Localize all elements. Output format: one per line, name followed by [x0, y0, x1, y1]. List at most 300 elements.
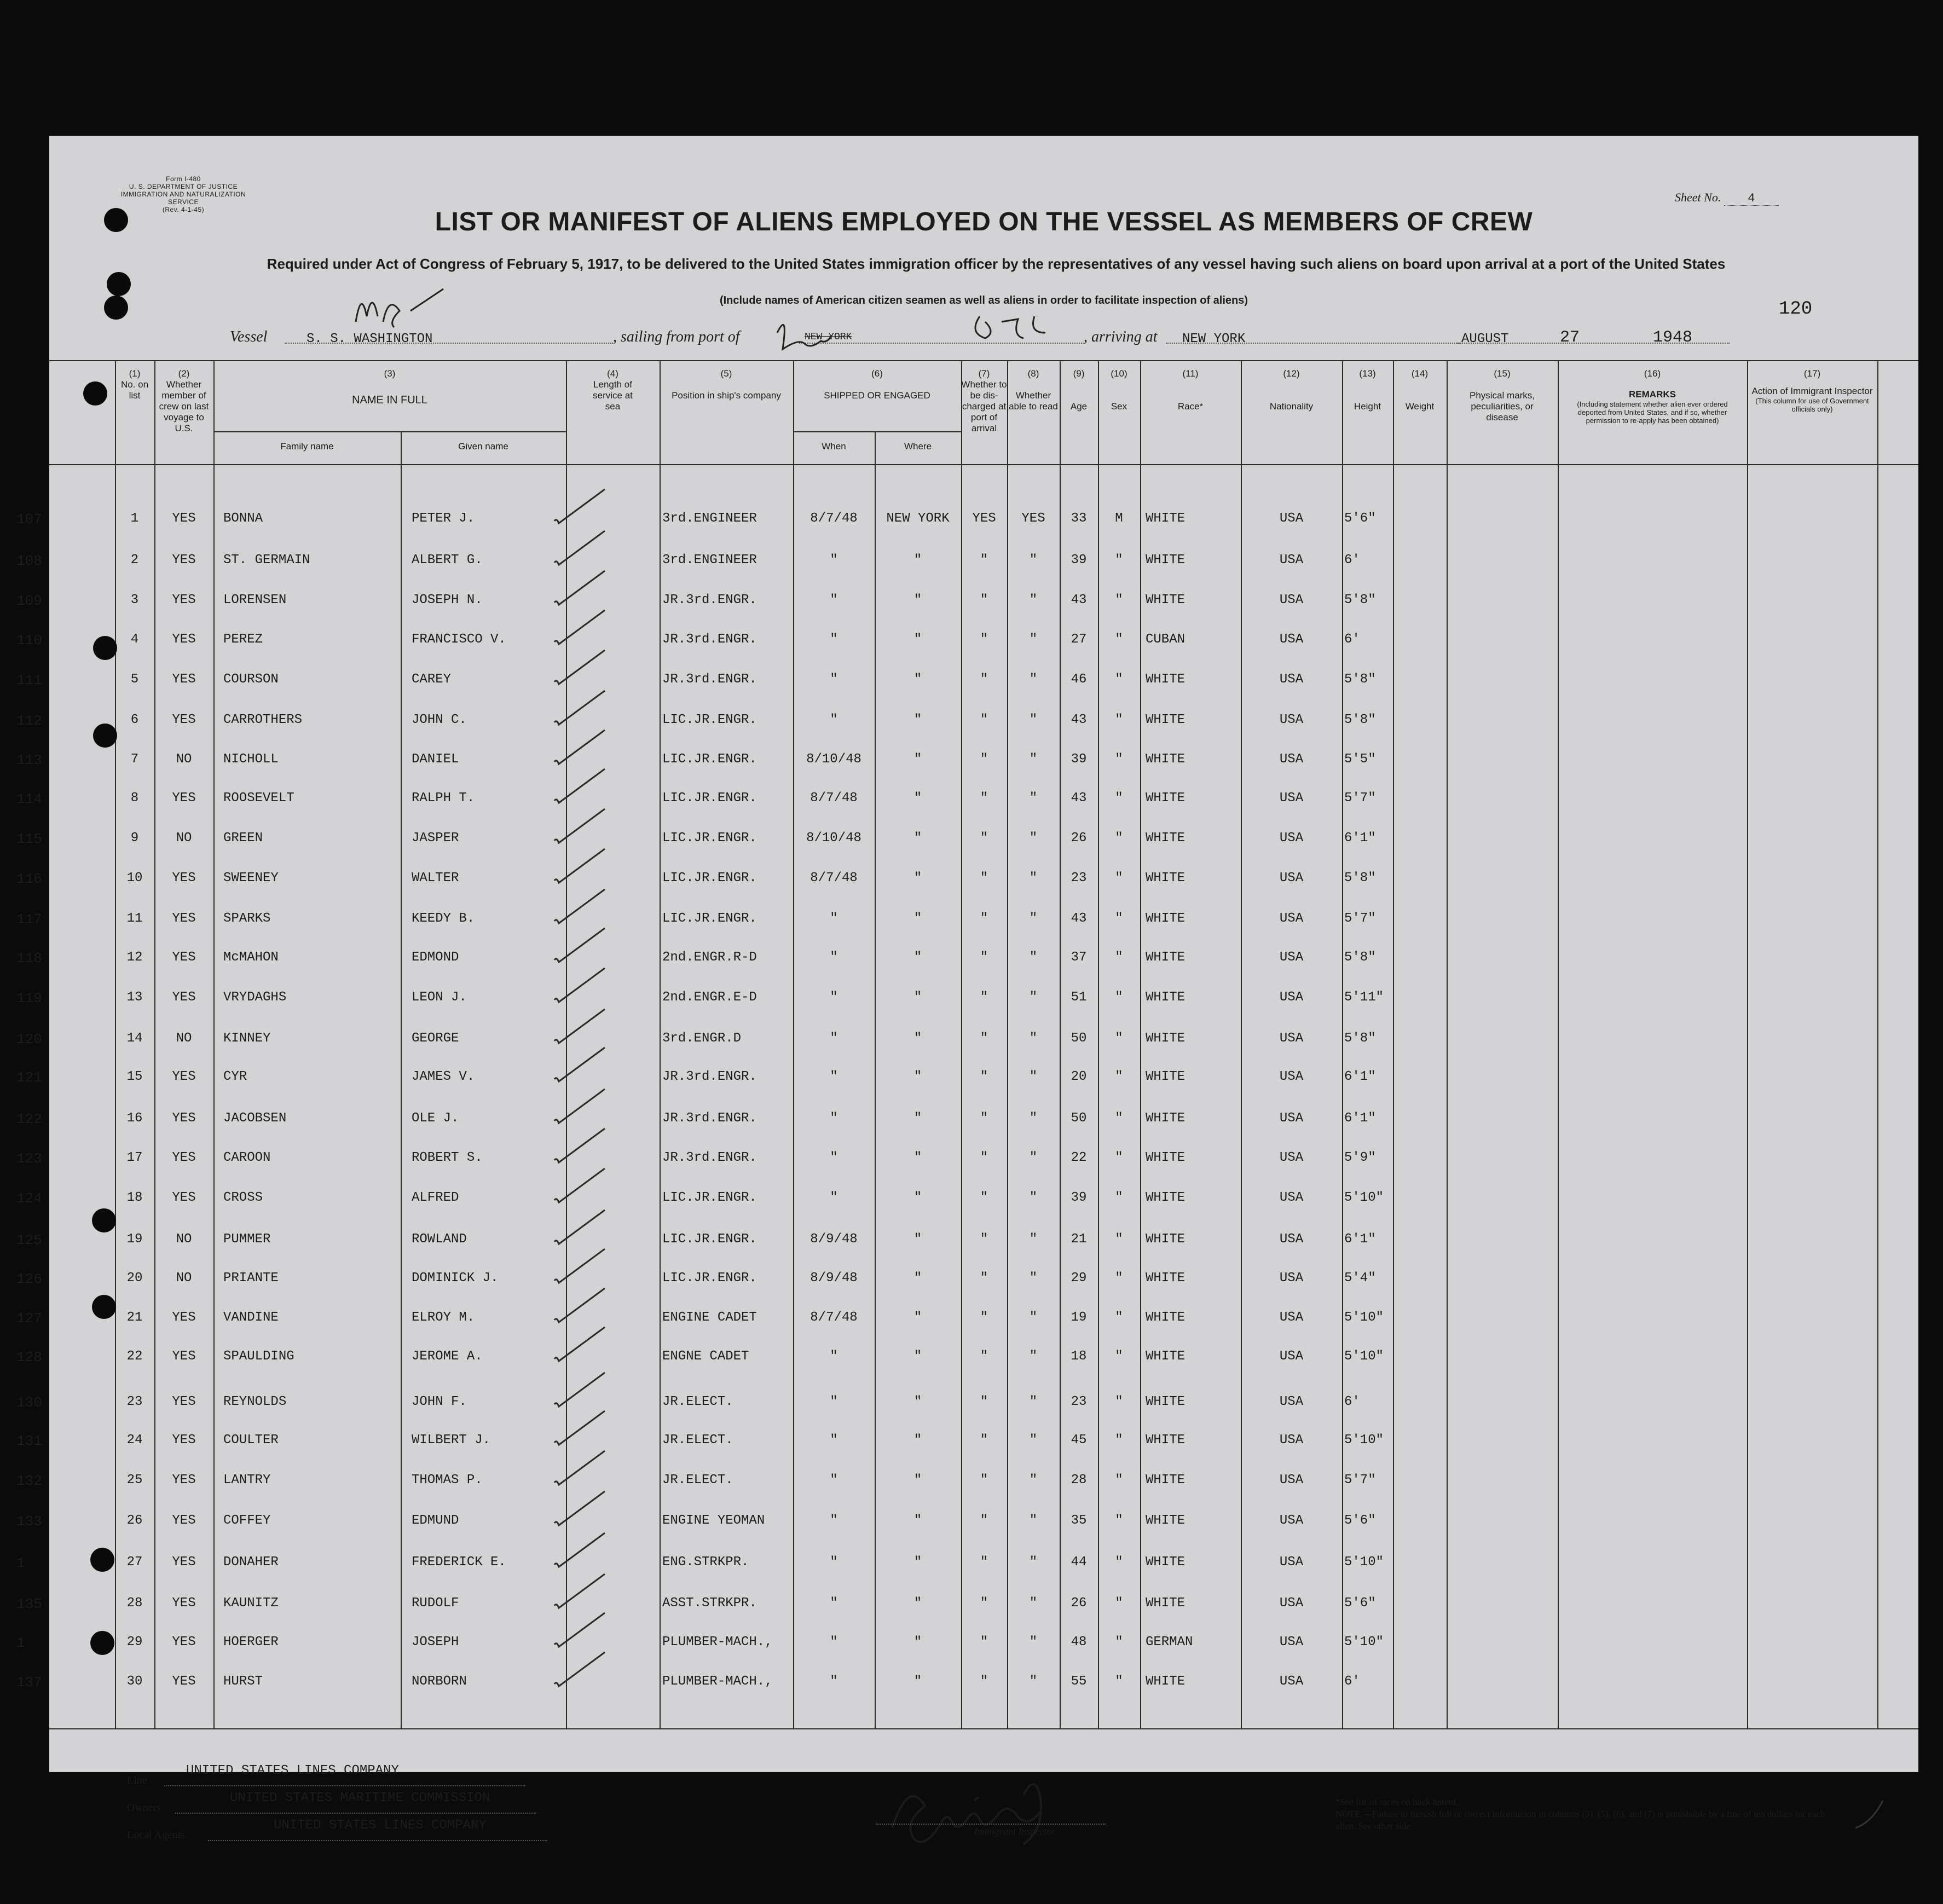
- able-to-read: ": [1029, 911, 1038, 926]
- shipped-when: ": [830, 1513, 838, 1528]
- family-name: PRIANTE: [223, 1271, 279, 1286]
- col17-header: (17) Action of Immigrant Inspector (This column for use of Government officials only): [1751, 368, 1873, 413]
- position: ENG.STRKPR.: [662, 1555, 749, 1570]
- discharged: ": [980, 1473, 988, 1488]
- arrival-year: 1948: [1653, 328, 1693, 347]
- sailing-label: , sailing from port of: [613, 328, 740, 345]
- col-divider: [401, 431, 402, 1728]
- row-number: 23: [126, 1394, 143, 1409]
- row-number: 28: [126, 1596, 143, 1611]
- col9-header: (9) Age: [1070, 368, 1088, 412]
- col-divider: [1558, 360, 1559, 1728]
- age: 43: [1071, 911, 1087, 926]
- punch-hole: [90, 1548, 114, 1572]
- given-name: JOHN F.: [412, 1394, 467, 1409]
- race: WHITE: [1146, 911, 1186, 926]
- line-value: UNITED STATES LINES COMPANY: [186, 1763, 399, 1778]
- shipped-when: ": [830, 990, 838, 1005]
- age: 26: [1071, 831, 1087, 846]
- row-number: 26: [126, 1513, 143, 1528]
- able-to-read: ": [1029, 752, 1038, 767]
- margin-number: 119: [16, 990, 42, 1006]
- shipped-where: ": [913, 1069, 922, 1084]
- margin-number: 125: [16, 1232, 42, 1248]
- prior-voyage: NO: [176, 1271, 192, 1286]
- nationality: USA: [1279, 1232, 1304, 1247]
- col12-header: (12) Nationality: [1269, 368, 1314, 412]
- form-number: Form I-480: [166, 175, 201, 183]
- discharged: ": [980, 1111, 988, 1126]
- family-name: CARROTHERS: [223, 713, 303, 727]
- shipped-when: ": [830, 1433, 838, 1448]
- check-mark-icon: [550, 1529, 610, 1572]
- shipped-when: 8/9/48: [810, 1271, 858, 1286]
- nationality: USA: [1279, 1271, 1304, 1286]
- prior-voyage: YES: [172, 911, 196, 926]
- shipped-subheader-line: [793, 431, 961, 432]
- agents-value: UNITED STATES LINES COMPANY: [274, 1818, 487, 1833]
- shipped-where: ": [913, 1111, 922, 1126]
- able-to-read: ": [1029, 632, 1038, 647]
- margin-number: 117: [16, 911, 42, 928]
- discharged: ": [980, 1433, 988, 1448]
- age: 18: [1071, 1349, 1087, 1364]
- able-to-read: ": [1029, 831, 1038, 846]
- penalty-note: NOTE.—Failure to furnish full or correct information in columns (3), (5), (6), and (7) is punishable by a fine of ten dollars for each alien. See other side.: [1335, 1809, 1825, 1831]
- prior-voyage: YES: [172, 1555, 196, 1570]
- margin-number: 123: [16, 1150, 42, 1167]
- family-name: PEREZ: [223, 632, 263, 647]
- margin-number: 112: [16, 713, 42, 729]
- race: WHITE: [1146, 593, 1186, 607]
- prior-voyage: YES: [172, 1310, 196, 1325]
- prior-voyage: YES: [172, 791, 196, 806]
- arriving-label: , arriving at: [1084, 328, 1158, 345]
- age: 50: [1071, 1111, 1087, 1126]
- sex: ": [1115, 713, 1123, 727]
- race: WHITE: [1146, 1349, 1186, 1364]
- prior-voyage: YES: [172, 1349, 196, 1364]
- position: JR.ELECT.: [662, 1394, 733, 1409]
- punch-hole: [93, 724, 117, 748]
- row-number: 24: [126, 1433, 143, 1448]
- nationality: USA: [1279, 672, 1304, 687]
- able-to-read: ": [1029, 553, 1038, 568]
- able-to-read: ": [1029, 1433, 1038, 1448]
- discharged: ": [980, 1555, 988, 1570]
- check-mark-icon: [550, 1407, 610, 1450]
- race: WHITE: [1146, 1069, 1186, 1084]
- age: 37: [1071, 950, 1087, 965]
- check-mark-icon: [550, 1206, 610, 1249]
- nationality: USA: [1279, 1150, 1304, 1165]
- age: 27: [1071, 632, 1087, 647]
- race: GERMAN: [1146, 1635, 1193, 1650]
- discharged: ": [980, 1674, 988, 1689]
- prior-voyage: YES: [172, 871, 196, 886]
- age: 55: [1071, 1674, 1087, 1689]
- vessel-fill-line: [285, 343, 613, 344]
- sex: ": [1115, 593, 1123, 607]
- given-name: DANIEL: [412, 752, 459, 767]
- race: WHITE: [1146, 1111, 1186, 1126]
- row-number: 10: [126, 871, 143, 886]
- row-number: 25: [126, 1473, 143, 1488]
- check-mark-icon: [550, 566, 610, 610]
- page-subnote: (Include names of American citizen seamen as well as aliens in order to facilitate inspection of aliens): [719, 294, 1248, 306]
- family-name: NICHOLL: [223, 752, 279, 767]
- family-name: CROSS: [223, 1190, 263, 1205]
- sex: ": [1115, 831, 1123, 846]
- height: 5'10": [1344, 1555, 1384, 1570]
- position: JR.3rd.ENGR.: [662, 632, 757, 647]
- check-mark-icon: [550, 964, 610, 1008]
- race: WHITE: [1146, 553, 1186, 568]
- height: 5'6": [1344, 511, 1376, 526]
- margin-number: 107: [16, 511, 42, 528]
- row-number: 14: [126, 1031, 143, 1046]
- nationality: USA: [1279, 1349, 1304, 1364]
- handwritten-port-annotation: [761, 300, 1089, 355]
- sex: ": [1115, 1310, 1123, 1325]
- race: WHITE: [1146, 1555, 1186, 1570]
- manifest-sheet: [16, 136, 1918, 1772]
- given-name: JOSEPH N.: [412, 593, 483, 607]
- sex: ": [1115, 871, 1123, 886]
- discharged: ": [980, 1310, 988, 1325]
- shipped-when: ": [830, 1069, 838, 1084]
- family-name: CAROON: [223, 1150, 271, 1165]
- shipped-when: ": [830, 1635, 838, 1650]
- able-to-read: ": [1029, 1596, 1038, 1611]
- prior-voyage: YES: [172, 1069, 196, 1084]
- family-name: BONNA: [223, 511, 263, 526]
- shipped-where: ": [913, 1190, 922, 1205]
- sex: ": [1115, 1513, 1123, 1528]
- sex: ": [1115, 1349, 1123, 1364]
- margin-number: 120: [16, 1031, 42, 1048]
- given-name: EDMOND: [412, 950, 459, 965]
- given-name: JASPER: [412, 831, 459, 846]
- race: WHITE: [1146, 1271, 1186, 1286]
- col-divider: [213, 360, 215, 1728]
- row-number: 5: [130, 672, 139, 687]
- page-subtitle: Required under Act of Congress of February 5, 1917, to be delivered to the United States immigration officer by the representatives of any vessel having such aliens on board upon arrival at a port of the United States: [267, 256, 1726, 272]
- sex: ": [1115, 990, 1123, 1005]
- prior-voyage: NO: [176, 1232, 192, 1247]
- prior-voyage: YES: [172, 1433, 196, 1448]
- height: 6'1": [1344, 1069, 1376, 1084]
- vessel-label: Vessel: [230, 328, 268, 345]
- check-mark-icon: [550, 1085, 610, 1128]
- shipped-where: ": [913, 1473, 922, 1488]
- sailing-port: NEW YORK: [805, 332, 852, 343]
- col15-header: (15) Physical marks, peculiarities, or disease: [1469, 368, 1535, 423]
- shipped-when: 8/7/48: [810, 1310, 858, 1325]
- position: PLUMBER-MACH.,: [662, 1635, 773, 1650]
- shipped-when: 8/9/48: [810, 1232, 858, 1247]
- given-name: OLE J.: [412, 1111, 459, 1126]
- discharged: YES: [972, 511, 996, 526]
- punch-hole: [104, 296, 128, 320]
- age: 21: [1071, 1232, 1087, 1247]
- shipped-where: ": [913, 593, 922, 607]
- race-note: *See list of races on back hereof.: [1335, 1797, 1459, 1807]
- row-number: 7: [130, 752, 139, 767]
- shipped-when: 8/7/48: [810, 871, 858, 886]
- row-number: 19: [126, 1232, 143, 1247]
- shipped-when: 8/7/48: [810, 791, 858, 806]
- family-name: SPAULDING: [223, 1349, 294, 1364]
- discharged: ": [980, 1596, 988, 1611]
- prior-voyage: YES: [172, 593, 196, 607]
- shipped-when: ": [830, 1674, 838, 1689]
- shipped-when: ": [830, 1150, 838, 1165]
- margin-number: 116: [16, 871, 42, 887]
- discharged: ": [980, 871, 988, 886]
- family-name: KAUNITZ: [223, 1596, 279, 1611]
- given-name: LEON J.: [412, 990, 467, 1005]
- row-number: 13: [126, 990, 143, 1005]
- nationality: USA: [1279, 632, 1304, 647]
- height: 5'8": [1344, 950, 1376, 965]
- row-number: 9: [130, 831, 139, 846]
- row-number: 30: [126, 1674, 143, 1689]
- prior-voyage: YES: [172, 1190, 196, 1205]
- discharged: ": [980, 1232, 988, 1247]
- height: 5'7": [1344, 1473, 1376, 1488]
- prior-voyage: YES: [172, 1394, 196, 1409]
- position: PLUMBER-MACH.,: [662, 1674, 773, 1689]
- position: JR.ELECT.: [662, 1473, 733, 1488]
- prior-voyage: YES: [172, 511, 196, 526]
- position: LIC.JR.ENGR.: [662, 1271, 757, 1286]
- shipped-where: ": [913, 1674, 922, 1689]
- sex: ": [1115, 553, 1123, 568]
- height: 5'10": [1344, 1635, 1384, 1650]
- sex: ": [1115, 1232, 1123, 1247]
- nationality: USA: [1279, 1190, 1304, 1205]
- position: LIC.JR.ENGR.: [662, 791, 757, 806]
- page-number: 120: [1779, 299, 1813, 320]
- discharged: ": [980, 911, 988, 926]
- check-mark-icon: [550, 646, 610, 690]
- height: 5'7": [1344, 791, 1376, 806]
- race: WHITE: [1146, 990, 1186, 1005]
- margin-number: 121: [16, 1069, 42, 1086]
- punch-hole: [93, 636, 117, 660]
- nationality: USA: [1279, 871, 1304, 886]
- nationality: USA: [1279, 1310, 1304, 1325]
- discharged: ": [980, 950, 988, 965]
- prior-voyage: YES: [172, 713, 196, 727]
- row-number: 11: [126, 911, 143, 926]
- age: 35: [1071, 1513, 1087, 1528]
- owners-fill: [175, 1813, 536, 1814]
- position: LIC.JR.ENGR.: [662, 1190, 757, 1205]
- corner-pen-mark: [1850, 1790, 1894, 1833]
- col-divider: [1447, 360, 1448, 1728]
- discharged: ": [980, 553, 988, 568]
- col-divider: [1877, 360, 1878, 1728]
- prior-voyage: YES: [172, 1111, 196, 1126]
- prior-voyage: YES: [172, 632, 196, 647]
- height: 5'10": [1344, 1433, 1384, 1448]
- header-bottom-border: [49, 464, 1918, 465]
- shipped-where: ": [913, 1394, 922, 1409]
- position: ENGINE CADET: [662, 1310, 757, 1325]
- able-to-read: ": [1029, 1555, 1038, 1570]
- nationality: USA: [1279, 1596, 1304, 1611]
- punch-hole: [107, 272, 131, 296]
- line-fill: [164, 1785, 525, 1786]
- position: 3rd.ENGR.D: [662, 1031, 742, 1046]
- height: 5'8": [1344, 713, 1376, 727]
- col-divider: [1747, 360, 1748, 1728]
- shipped-when: 8/7/48: [810, 511, 858, 526]
- revision: (Rev. 4-1-45): [162, 206, 205, 213]
- race: WHITE: [1146, 1596, 1186, 1611]
- margin-number: 113: [16, 752, 42, 768]
- punch-hole: [104, 208, 128, 232]
- col-divider: [660, 360, 661, 1728]
- given-name: ALFRED: [412, 1190, 459, 1205]
- shipped-when: ": [830, 1596, 838, 1611]
- height: 5'8": [1344, 1031, 1376, 1046]
- row-number: 3: [130, 593, 139, 607]
- height: 6'1": [1344, 1232, 1376, 1247]
- service: IMMIGRATION AND NATURALIZATION SERVICE: [120, 190, 246, 206]
- age: 46: [1071, 672, 1087, 687]
- age: 43: [1071, 593, 1087, 607]
- check-mark-icon: [550, 1005, 610, 1049]
- height: 6'1": [1344, 1111, 1376, 1126]
- age: 45: [1071, 1433, 1087, 1448]
- check-mark-icon: [550, 1043, 610, 1087]
- position: JR.3rd.ENGR.: [662, 1150, 757, 1165]
- row-number: 4: [130, 632, 139, 647]
- given-name: JAMES V.: [412, 1069, 475, 1084]
- height: 6': [1344, 632, 1360, 647]
- row-number: 17: [126, 1150, 143, 1165]
- age: 39: [1071, 553, 1087, 568]
- shipped-where: ": [913, 1596, 922, 1611]
- family-name: GREEN: [223, 831, 263, 846]
- family-name: HURST: [223, 1674, 263, 1689]
- col10-header: (10) Sex: [1111, 368, 1127, 412]
- age: 22: [1071, 1150, 1087, 1165]
- shipped-when: ": [830, 672, 838, 687]
- nationality: USA: [1279, 1555, 1304, 1570]
- row-number: 6: [130, 713, 139, 727]
- given-name: WILBERT J.: [412, 1433, 491, 1448]
- col-divider: [1342, 360, 1343, 1728]
- height: 5'11": [1344, 990, 1384, 1005]
- nationality: USA: [1279, 990, 1304, 1005]
- col16-header: (16) REMARKS (Including statement whether alien ever ordered deported from United States, and if so, whether permission to re-apply has been obtained): [1577, 368, 1728, 425]
- race: WHITE: [1146, 672, 1186, 687]
- height: 5'7": [1344, 911, 1376, 926]
- col11-header: (11) Race*: [1177, 368, 1204, 412]
- family-name: DONAHER: [223, 1555, 279, 1570]
- check-mark-icon: [550, 526, 610, 570]
- race: WHITE: [1146, 1310, 1186, 1325]
- race: WHITE: [1146, 511, 1186, 526]
- nationality: USA: [1279, 1473, 1304, 1488]
- given-name: ROWLAND: [412, 1232, 467, 1247]
- given-name: THOMAS P.: [412, 1473, 483, 1488]
- sex: ": [1115, 1271, 1123, 1286]
- nationality: USA: [1279, 1069, 1304, 1084]
- able-to-read: ": [1029, 1069, 1038, 1084]
- col3-family-header: Family name: [280, 441, 334, 452]
- race: WHITE: [1146, 1150, 1186, 1165]
- family-name: LORENSEN: [223, 593, 287, 607]
- position: 2nd.ENGR.R-D: [662, 950, 757, 965]
- position: JR.ELECT.: [662, 1433, 733, 1448]
- given-name: RALPH T.: [412, 791, 475, 806]
- able-to-read: ": [1029, 1513, 1038, 1528]
- punch-hole: [83, 381, 107, 406]
- height: 5'8": [1344, 593, 1376, 607]
- age: 23: [1071, 871, 1087, 886]
- margin-number: 137: [16, 1674, 42, 1691]
- shipped-where: ": [913, 1635, 922, 1650]
- shipped-when: ": [830, 713, 838, 727]
- able-to-read: ": [1029, 1031, 1038, 1046]
- family-name: KINNEY: [223, 1031, 271, 1046]
- nationality: USA: [1279, 511, 1304, 526]
- able-to-read: ": [1029, 791, 1038, 806]
- sex: ": [1115, 1635, 1123, 1650]
- shipped-when: ": [830, 1190, 838, 1205]
- row-number: 2: [130, 553, 139, 568]
- margin-number: 118: [16, 950, 42, 967]
- check-mark-icon: [550, 1446, 610, 1490]
- nationality: USA: [1279, 831, 1304, 846]
- family-name: COULTER: [223, 1433, 279, 1448]
- given-name: WALTER: [412, 871, 459, 886]
- position: ENGNE CADET: [662, 1349, 749, 1364]
- race: WHITE: [1146, 713, 1186, 727]
- punch-hole: [92, 1295, 116, 1319]
- family-name: VANDINE: [223, 1310, 279, 1325]
- shipped-where: ": [913, 831, 922, 846]
- race: WHITE: [1146, 831, 1186, 846]
- race: WHITE: [1146, 1473, 1186, 1488]
- col5-header: (5) Position in ship's company: [672, 368, 781, 401]
- col3-given-header: Given name: [458, 441, 508, 452]
- shipped-where: ": [913, 1433, 922, 1448]
- check-mark-icon: [550, 805, 610, 848]
- line-label: Line: [127, 1774, 147, 1786]
- prior-voyage: YES: [172, 990, 196, 1005]
- able-to-read: ": [1029, 1190, 1038, 1205]
- discharged: ": [980, 1190, 988, 1205]
- age: 19: [1071, 1310, 1087, 1325]
- height: 5'5": [1344, 752, 1376, 767]
- agents-label: Local Agents: [127, 1829, 186, 1841]
- shipped-where: ": [913, 713, 922, 727]
- height: 5'10": [1344, 1310, 1384, 1325]
- row-number: 22: [126, 1349, 143, 1364]
- nationality: USA: [1279, 1111, 1304, 1126]
- height: 6': [1344, 1394, 1360, 1409]
- row-number: 20: [126, 1271, 143, 1286]
- given-name: ROBERT S.: [412, 1150, 483, 1165]
- family-name: COURSON: [223, 672, 279, 687]
- age: 39: [1071, 752, 1087, 767]
